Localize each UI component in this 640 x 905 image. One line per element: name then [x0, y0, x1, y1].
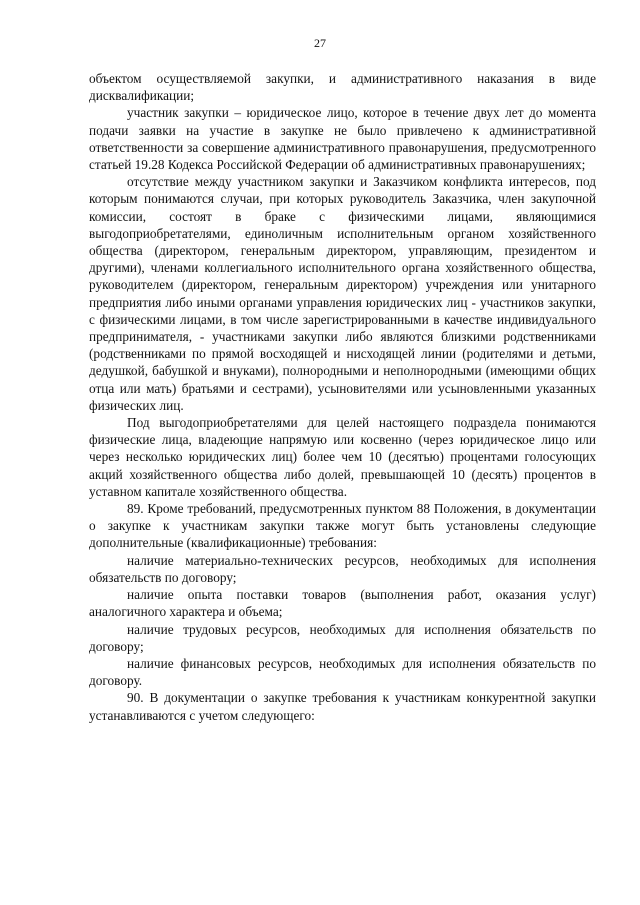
- body-text: [89, 70, 596, 724]
- paragraph-conflict-of-interest: отсутствие между участником закупки и Заказчиком конфликта интересов, под которым понимаются случаи, при которых руководитель Заказчика, член закупочной комиссии, состоят в браке с физическими лицами, являющимися выгодоприобретателями, единоличным исполнительным органом хозяйственного общества (директором, генеральным директором, управляющим, президентом и другими), членами коллегиального исполнительного органа хозяйственного общества, руководителем (директором, генеральным директором) учреждения или унитарного предприятия либо иными органами управления юридических лиц - участников закупки, с физическими лицами, в том числе зарегистрированными в качестве индивидуального предпринимателя, - участниками закупки либо являются близкими родственниками (родственниками по прямой восходящей и нисходящей линии (родителями и детьми, дедушкой, бабушкой и внуками), полнородными и неполнородными (имеющими общих отца или мать) братьями и сестрами), усыновителями или усыновленными указанных физических лиц.: [89, 174, 596, 413]
- list-item-experience: наличие опыта поставки товаров (выполнения работ, оказания услуг) аналогичного характера и объема;: [89, 587, 596, 620]
- paragraph-clause-89: 89. Кроме требований, предусмотренных пунктом 88 Положения, в документации о закупке к участникам закупки также могут быть установлены следующие дополнительные (квалификационные) требования:: [89, 501, 596, 551]
- list-item-labor-resources: наличие трудовых ресурсов, необходимых для исполнения обязательств по договору;: [89, 621, 596, 654]
- page-number: 27: [314, 36, 326, 50]
- list-item-financial-resources: наличие финансовых ресурсов, необходимых для исполнения обязательств по договору.: [89, 655, 596, 689]
- paragraph-continuation: объектом осуществляемой закупки, и административного наказания в виде дисквалификации;: [89, 71, 596, 104]
- paragraph-participant-legal-entity: участник закупки – юридическое лицо, которое в течение двух лет до момента подачи заявки на участие в закупке не было привлечено к административной ответственности за совершение административного правонарушения, предусмотренного статьей 19.28 Кодекса Российской Федерации об административных правонарушениях;: [89, 105, 596, 173]
- paragraph-beneficiaries: Под выгодоприобретателями для целей настоящего подраздела понимаются физические лица, владеющие напрямую или косвенно (через юридическое лицо или через несколько юридических лиц) более чем 10 (десятью) процентами голосующих акций хозяйственного общества либо долей, превышающей 10 (десять) процентов в уставном капитале хозяйственного общества.: [89, 415, 596, 499]
- list-item-technical-resources: наличие материально-технических ресурсов, необходимых для исполнения обязательств по договору;: [89, 552, 596, 585]
- paragraph-clause-90: 90. В документации о закупке требования к участникам конкурентной закупки устанавливаются с учетом следующего:: [89, 690, 596, 723]
